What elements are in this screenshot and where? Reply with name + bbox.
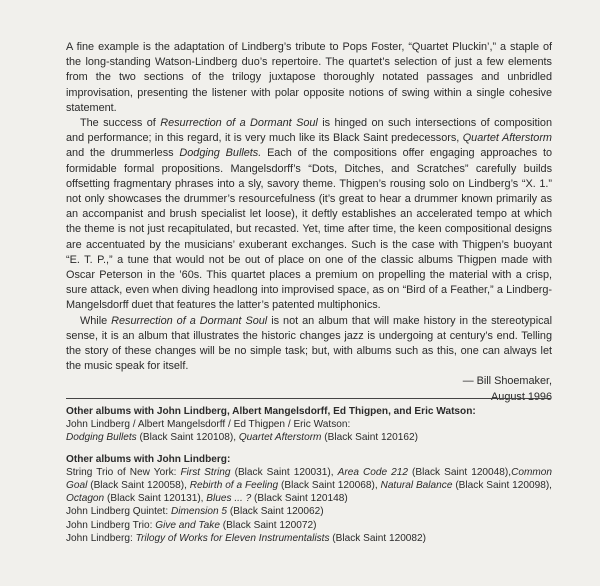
catalog-number: (Black Saint 120031), [230,466,338,478]
discography-group-lindberg [66,453,552,545]
catalog-number: (Black Saint 120162) [321,432,418,444]
p2-text-b: is hinged on such intersections of composition and performance; in this regard, it is very much like its Black Saint predecessors, [66,117,552,145]
discography-group-quartet [66,405,552,445]
p3-text-a: While [80,314,112,327]
catalog-number: (Black Saint 120058), [87,480,190,492]
discography-heading-quartet: Other albums with John Lindberg, Albert Mangelsdorff, Ed Thigpen, and Eric Watson: [66,406,476,417]
string-trio-line [66,466,552,506]
p2-text-c: and the drummerless [66,147,180,160]
catalog-number: (Black Saint 120098), [452,480,552,492]
jl-trio-line [66,519,552,532]
signature-date: August 1996 [491,390,552,403]
artist-prefix: String Trio of New York: [66,466,181,478]
album-title-repeat: Resurrection of a Dormant Soul [111,314,268,327]
album-title: Blues ... ? [206,493,252,505]
album-title: Common Goal [66,466,553,492]
author-signature: — Bill Shoemaker, [462,375,552,388]
discography [66,405,552,553]
predecessor-album-1: Quartet Afterstorm [462,132,552,145]
catalog-number: (Black Saint 120072) [219,519,317,531]
album-dodging-bullets: Dodging Bullets [66,432,137,444]
catalog-number: (Black Saint 120108), [136,432,239,444]
quartet-albums-line [66,431,552,444]
catalog-number: (Black Saint 120148) [251,493,348,505]
liner-notes-body [66,40,552,405]
p3-text-b: is not an album that will make history in the stereotypical sense, it is an album that illustrates the historic changes jazz is undergoing at century’s end. Telling the story of these changes will be no simple task; but, with albums such as this, one can always let the music speak for itself. [66,314,552,373]
catalog-number: (Black Saint 120082) [329,532,427,544]
album-title: Rebirth of a Feeling [189,480,279,492]
catalog-number: (Black Saint 120068), [278,480,381,492]
album-title: Dimension 5 [170,506,228,518]
album-quartet-afterstorm: Quartet Afterstorm [238,432,322,444]
catalog-number: (Black Saint 120062) [227,506,324,518]
predecessor-album-2: Dodging Bullets. [179,147,262,160]
artist-prefix: John Lindberg: [66,532,136,544]
artist-prefix: John Lindberg Quintet: [66,506,171,518]
quintet-line [66,505,552,518]
catalog-number: (Black Saint 120131), [104,493,207,505]
catalog-number: (Black Saint 120048), [408,466,512,478]
paragraph-2 [66,116,552,314]
solo-line [66,532,552,545]
album-title: Resurrection of a Dormant Soul [160,117,318,130]
p2-text-a: The success of [80,117,161,130]
discography-heading-lindberg: Other albums with John Lindberg: [66,453,231,465]
album-title: First String [180,466,231,478]
album-title: Trilogy of Works for Eleven Instrumentalists [135,532,330,544]
album-title: Area Code 212 [337,466,409,478]
quartet-credit-line: John Lindberg / Albert Mangelsdorff / Ed Thigpen / Eric Watson: [66,419,351,431]
album-title: Octagon [66,493,105,505]
paragraph-1: A fine example is the adaptation of Lindberg’s tribute to Pops Foster, “Quartet Pluckin’,” a staple of the long-standing Watson-Lindberg duo’s repertoire. The quartet’s selection of just a few elements from the two sections of the trilogy juxtapose thoroughly notated passages and unbridled improvisation, presenting the listener with polar opposite notions of swing within a single cohesive statement. [66,41,552,114]
p2-text-d: Each of the compositions offer engaging approaches to formidable formal propositions. Mangelsdorff’s “Dots, Ditches, and Scratches” carefully builds offsetting fragmentary phrases into a sly, savory theme. Thigpen’s rousing solo on Lindberg’s “X. 1.” not only showcases the drummer’s resourcefulness (it’s great to hear a drummer known primarily as an accompanist and brush specialist let loose), it deftly establishes an accelerated tempo at which the theme is not just recapitulated, but recasted. Yet, time after time, the keen compositional designs are accentuated by the musicians’ exuberant exchanges. Such is the case with Thigpen’s buoyant “E. T. P.,” a tune that would not be out of place on one of the classic albums Thigpen made with Oscar Peterson in the ’60s. This quartet places a premium on propelling the material with a crisp, sure attack, even when diving headlong into improvised space, as on “Bird of a Feather,” a Lindberg-Mangelsdorff duet that features the latter’s patented multiphonics. [66,147,552,312]
paragraph-3 [66,314,552,375]
album-title: Natural Balance [380,480,453,492]
artist-prefix: John Lindberg Trio: [66,519,156,531]
section-divider [66,398,551,399]
album-title: Give and Take [155,519,220,531]
